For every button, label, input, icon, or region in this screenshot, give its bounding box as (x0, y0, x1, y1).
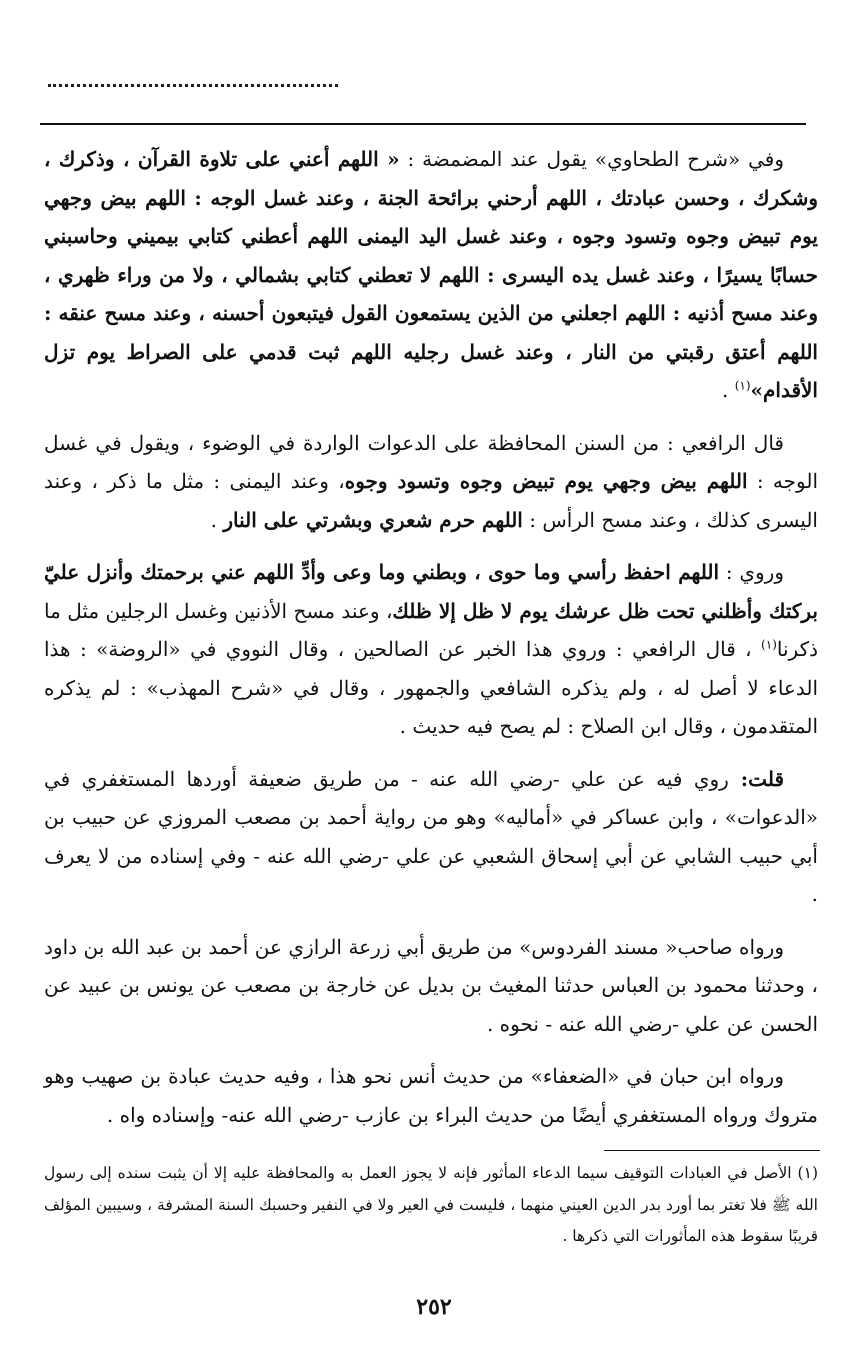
footnote-ref: (١) (734, 378, 751, 393)
paragraph-4 (44, 760, 818, 914)
text-run: . (721, 378, 735, 402)
quoted-supplication: اللهم حرم شعري وبشرتي على النار (223, 507, 523, 532)
qultu-label: قلت: (728, 766, 785, 791)
text-run: وفي «شرح الطحاوي» يقول عند المضمضة : (399, 147, 784, 171)
text-run: ، وعند اليمنى : مثل ما ذكر ، وعند اليسرى كذلك ، وعند مسح الرأس : (44, 469, 818, 532)
text-run: . (210, 507, 224, 532)
quoted-supplication: « اللهم أعني على تلاوة القرآن ، وذكرك ، وشكرك ، وحسن عبادتك ، اللهم أرحني برائحة الجنة ، وعند غسل الوجه : اللهم بيض وجهي يوم تبيض وجوه وتسود وجوه ، وعند غسل اليد اليمنى اللهم أعطني كتابي بيميني وحاسبني حسابًا يسيرًا ، وعند غسل يده اليسرى : اللهم لا تعطني كتابي بشمالي ، ولا من وراء ظهري ، وعند مسح أذنيه : اللهم اجعلني من الذين يستمعون القول فيتبعون أحسنه ، وعند مسح عنقه : اللهم أعتق رقبتي من النار ، وعند غسل رجليه اللهم ثبت قدمي على الصراط يوم تزل الأقدام» (44, 147, 818, 402)
header-rule (40, 123, 806, 125)
quoted-supplication: اللهم احفظ رأسي وما حوى ، وبطني وما وعى وأدِّ اللهم عني برحمتك وأنزل عليّ بركتك وأظلني تحت ظل عرشك يوم لا ظل إلا ظلك (44, 560, 818, 623)
text-run: ورواه صاحب« مسند الفردوس» من طريق أبي زرعة الرازي عن أحمد بن عبد الله بن داود ، وحدثنا محمود بن العباس حدثنا المغيث بن بديل عن خارجة بن مصعب عن يونس بن عبيد عن الحسن عن علي -رضي الله عنه - نحوه . (44, 934, 818, 1036)
footnote (44, 1158, 818, 1253)
footnote-rule (604, 1150, 820, 1151)
paragraph-2 (44, 424, 818, 540)
header-dotted-line (48, 80, 338, 87)
text-run: ورواه ابن حبان في «الضعفاء» من حديث أنس نحو هذا ، وفيه حديث عبادة بن صهيب وهو متروك ورواه المستغفري أيضًا من حديث البراء بن عازب -رضي الله عنه- وإسناده واه . (44, 1064, 818, 1127)
text-run: ، وعند مسح الأذنين وغسل الرجلين مثل ما ذكرنا (44, 598, 818, 661)
text-run: ، قال الرافعي : وروي هذا الخبر عن الصالحين ، وقال النووي في «الروضة» : هذا الدعاء لا أصل له ، ولم يذكره الشافعي والجمهور ، وقال في «شرح المهذب» : لم يذكره المتقدمون ، وقال ابن الصلاح : لم يصح فيه حديث . (44, 637, 818, 738)
paragraph-5 (44, 928, 818, 1044)
quoted-supplication: اللهم بيض وجهي يوم تبيض وجوه وتسود وجوه (344, 469, 748, 493)
main-text (44, 140, 818, 1148)
page-number: ٢٥٢ (416, 1294, 452, 1320)
footnote-text: (١) الأصل في العبادات التوقيف سيما الدعاء المأثور فإنه لا يجوز العمل به والمحافظة عليه إلا أن يثبت سنده إلى رسول الله ﷺ فلا تغتر بما أورد بدر الدين العيني منهما ، فليست في العير ولا في النفير وحسبك السنة المشرفة ، وسيبين المؤلف قريبًا سقوط هذه المأثورات التي ذكرها . (44, 1164, 818, 1245)
text-run: روي فيه عن علي -رضي الله عنه - من طريق ضعيفة أوردها المستغفري في «الدعوات» ، وابن عساكر في «أماليه» وهو من رواية أحمد بن مصعب المروزي عن حبيب بن أبي حبيب الشابي عن أبي إسحاق الشعبي عن علي -رضي الله عنه - وفي إسناده من لا يعرف . (44, 766, 818, 906)
footnote-ref: (١) (761, 637, 777, 652)
paragraph-6 (44, 1057, 818, 1134)
paragraph-1 (44, 140, 818, 410)
text-run: وروي : (719, 560, 784, 584)
text-run: قال الرافعي : من السنن المحافظة على الدعوات الواردة في الوضوء ، ويقول في غسل الوجه : (44, 430, 818, 493)
paragraph-3 (44, 553, 818, 746)
